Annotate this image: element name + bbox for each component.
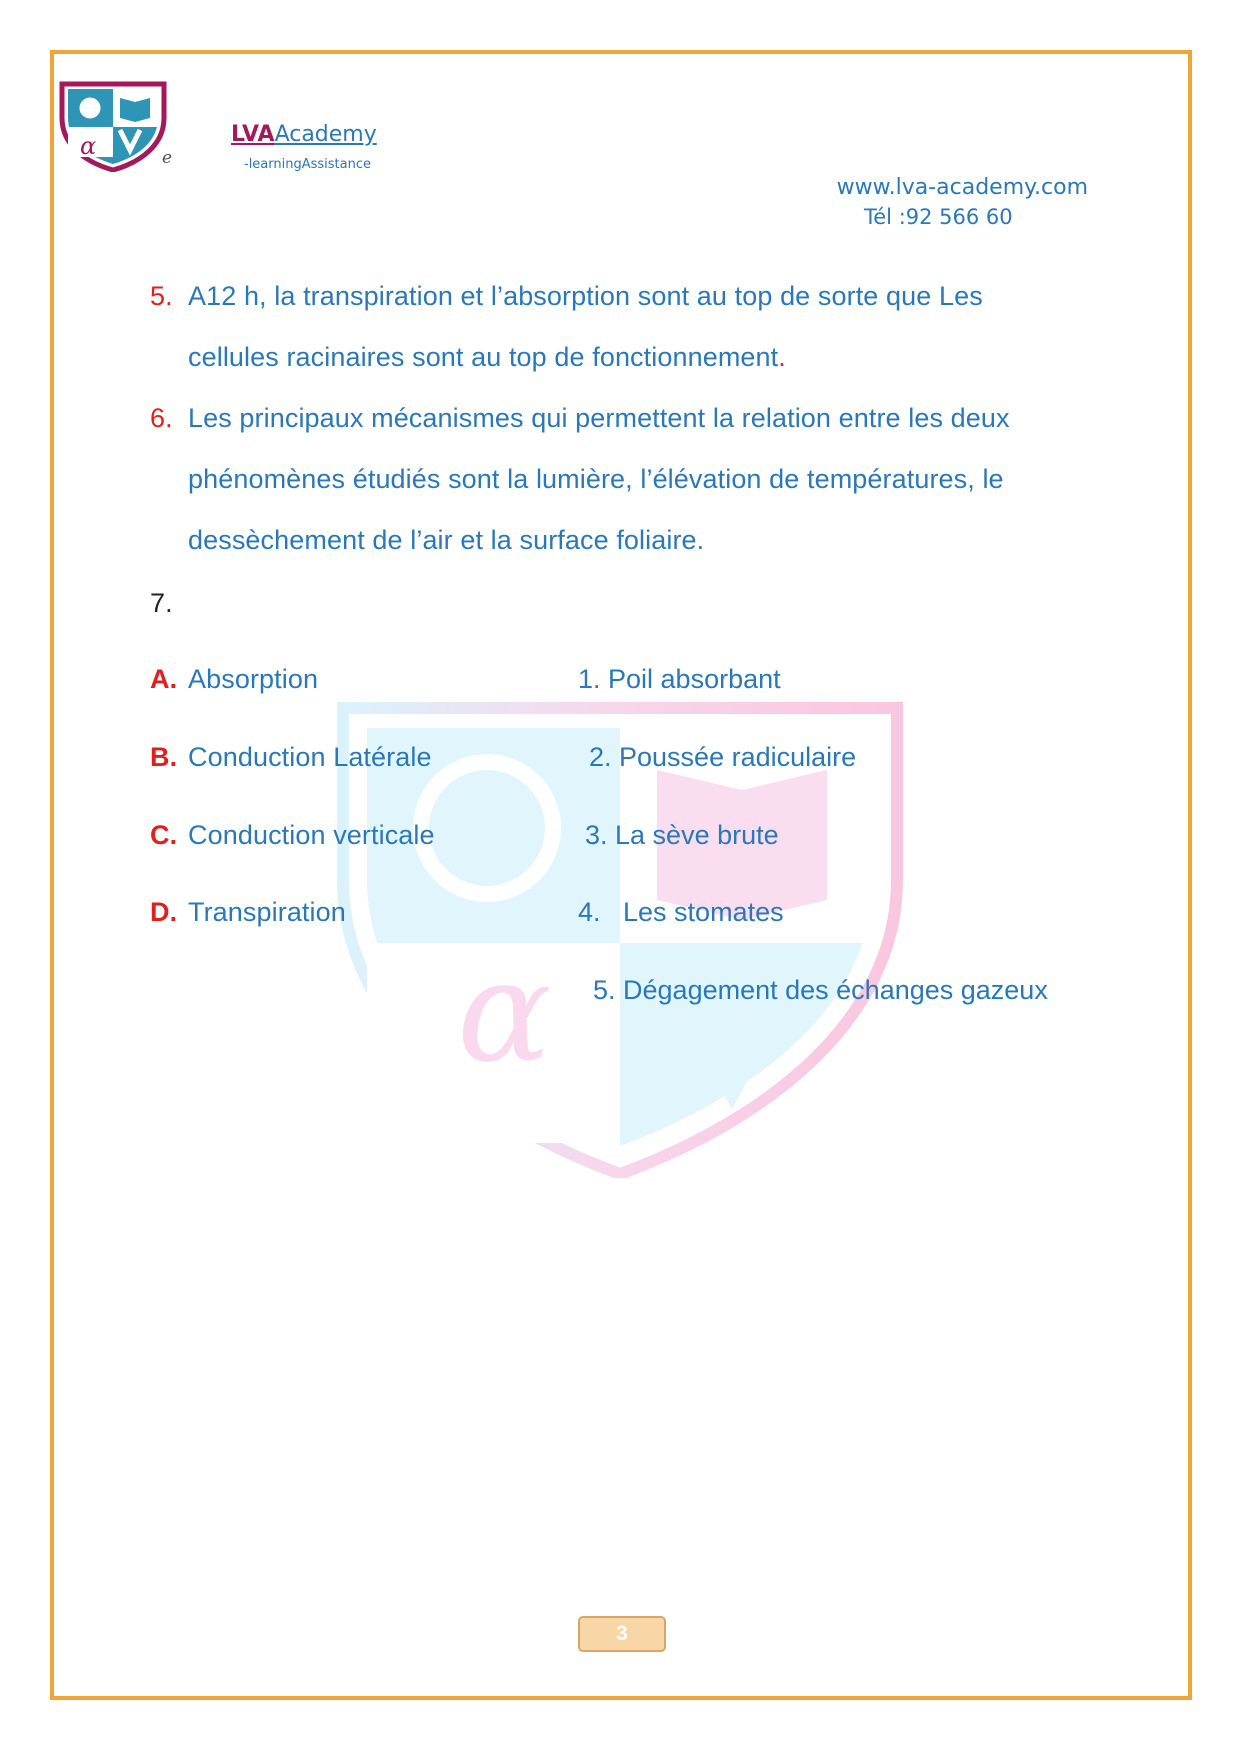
match-text-c: Conduction verticale xyxy=(188,820,435,850)
brand-name xyxy=(231,122,377,148)
answer-5-line-2 xyxy=(188,342,786,373)
answer-5-number: 5. xyxy=(150,281,173,311)
brand-subtitle: -learningAssistance xyxy=(244,157,371,172)
answer-6-number: 6. xyxy=(150,403,173,433)
match-letter-a: A. xyxy=(150,664,178,694)
match-letter-c: C. xyxy=(150,820,178,850)
logo-e-letter: e xyxy=(162,148,173,168)
match-right-1: 1. Poil absorbant xyxy=(578,664,781,694)
match-left-b xyxy=(150,742,432,773)
match-left-a xyxy=(150,664,318,695)
answer-5-period: . xyxy=(778,342,786,372)
answer-6-line-1 xyxy=(150,403,1010,434)
match-letter-b: B. xyxy=(150,742,178,772)
phone-number: Tél :92 566 60 xyxy=(864,205,1013,229)
lva-logo xyxy=(58,80,168,172)
answer-5-text-1: A12 h, la transpiration et l’absorption sont au top de sorte que Les xyxy=(188,281,983,311)
svg-text:α: α xyxy=(80,132,97,160)
answer-5-text-2: cellules racinaires sont au top de fonctionnement xyxy=(188,342,779,372)
match-right-3: 3. La sève brute xyxy=(585,820,779,850)
answer-6-text-1: Les principaux mécanismes qui permettent la relation entre les deux xyxy=(188,403,1010,433)
match-right-4: 4. Les stomates xyxy=(578,897,784,927)
match-text-d: Transpiration xyxy=(188,897,346,927)
answer-5-line-1 xyxy=(150,281,983,312)
match-right-2: 2. Poussée radiculaire xyxy=(589,742,857,772)
answer-7-number: 7. xyxy=(150,588,173,618)
answer-6-line-3: dessèchement de l’air et la surface foliaire. xyxy=(188,525,705,555)
page-number: 3 xyxy=(578,1616,666,1652)
brand-academy: Academy xyxy=(274,122,377,147)
website-url: www.lva-academy.com xyxy=(836,175,1088,200)
brand-lva: LVA xyxy=(231,122,275,147)
svg-text:α: α xyxy=(457,931,552,1094)
match-left-c xyxy=(150,820,435,851)
match-right-5: 5. Dégagement des échanges gazeux xyxy=(593,975,1048,1005)
match-letter-d: D. xyxy=(150,897,178,927)
answer-6-line-2: phénomènes étudiés sont la lumière, l’élévation de températures, le xyxy=(188,464,1004,494)
match-text-a: Absorption xyxy=(188,664,319,694)
match-text-b: Conduction Latérale xyxy=(188,742,432,772)
match-left-d xyxy=(150,897,346,928)
